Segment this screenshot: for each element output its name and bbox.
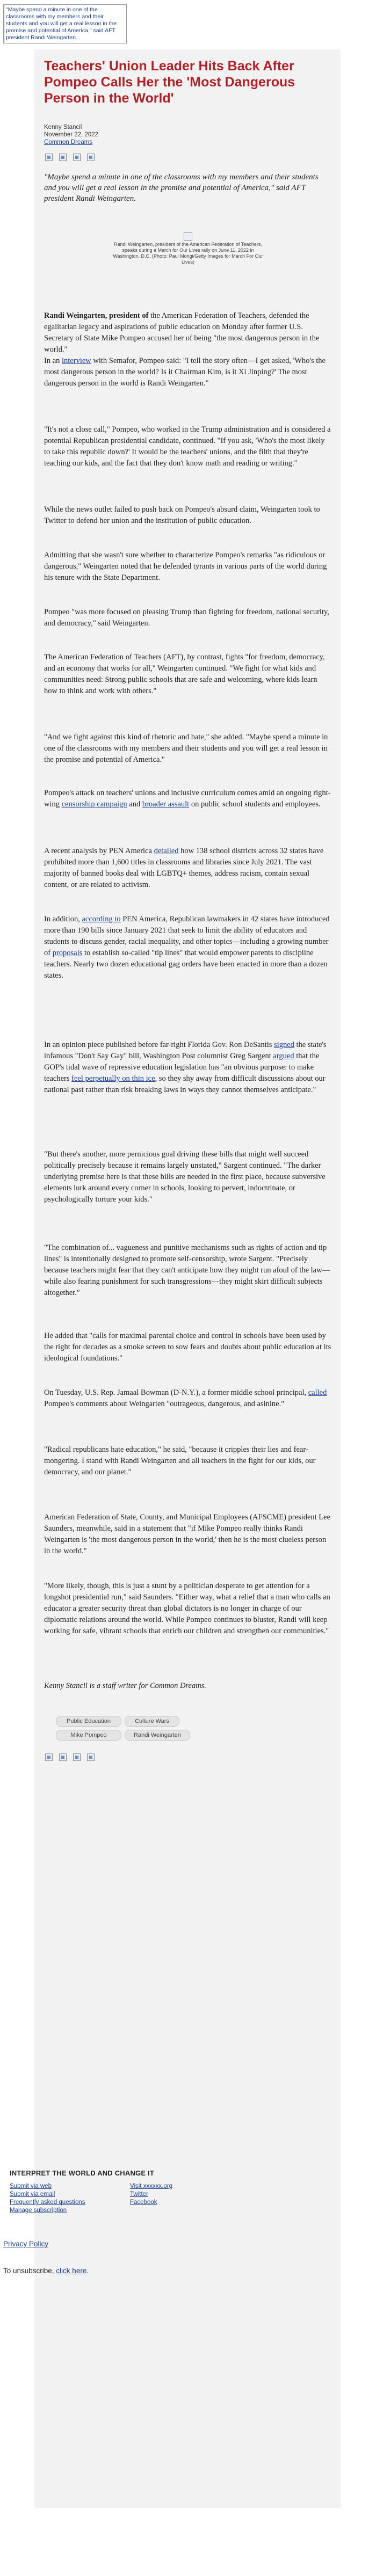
twitter-link[interactable]: Twitter xyxy=(130,2191,148,2197)
interview-link[interactable]: interview xyxy=(62,356,91,365)
footer-columns xyxy=(10,2182,367,2215)
preheader-snippet xyxy=(3,4,127,43)
tag-culture-wars[interactable]: Culture Wars xyxy=(125,1716,179,1727)
figure-caption: Randi Weingarten, president of the American Federation of Teachers, speaks during a March for Our Lives rally on June 11, 2022 in Washington, D.C. (Photo: Paul Morigi/Getty Images for March For Our Lives) xyxy=(113,242,263,265)
reddit-icon[interactable] xyxy=(87,154,95,161)
source-link[interactable]: Common Dreams xyxy=(44,139,93,145)
twitter-icon[interactable] xyxy=(59,154,67,161)
article-paragraph: Admitting that she wasn't sure whether to characterize Pompeo's remarks "as ridiculous or dangerous," Weingarten noted that he defended tyrants in various parts of the world during his tenure with the State Department. xyxy=(44,551,327,582)
facebook-icon[interactable] xyxy=(45,154,53,161)
paragraph-text: on public school students and employees. xyxy=(189,800,321,809)
paragraph-text: and xyxy=(127,800,142,809)
unsubscribe-text: To unsubscribe, xyxy=(3,2267,56,2275)
signed-link[interactable]: signed xyxy=(274,1040,294,1049)
footer-right-column xyxy=(130,2182,243,2215)
article-paragraph: "But there's another, more pernicious goal driving these bills that might well succeed politically precisely because it remains largely unstated," Sargent continued. "The darker underlying premise here is that these bills are needed in the first place, because subversive elements lurk around every corner in schools, looking to pervert, indoctrinate, or psychologically torture your kids." xyxy=(44,1150,326,1204)
faq-link[interactable]: Frequently asked questions xyxy=(10,2199,85,2206)
paragraph-text: On Tuesday, U.S. Rep. Jamaal Bowman (D-N.Y.), a former middle school principal, xyxy=(44,1388,308,1397)
preheader-text: "Maybe spend a minute in one of the classrooms with my members and their students and you will get a real lesson in the promise and potential of America," said AFT president Randi Weingarten. xyxy=(6,6,117,41)
article-headline: Teachers' Union Leader Hits Back After Pompeo Calls Her the 'Most Dangerous Person in the World' xyxy=(44,59,295,106)
footer-motto: INTERPRET THE WORLD AND CHANGE IT xyxy=(10,2169,154,2177)
paragraph-text: In addition, xyxy=(44,915,82,923)
article-paragraph xyxy=(44,788,332,810)
article-paragraph: "Radical republicans hate education," he said, "because it cripples their lies and fear-mongering. I stand with Randi Weingarten and all teachers in the fight for our kids, our democracy, and our planet." xyxy=(44,1445,316,1476)
twitter-icon[interactable] xyxy=(59,1753,67,1761)
article-paragraph: "It's not a close call," Pompeo, who worked in the Trump administration and is considered a potential Republican presidential candidate, continued. "If you ask, 'Who's the most likely to take this republic down?' It would be the teachers' unions, and the filth that they're teaching our kids, and the fact that they don't know math and reading or writing." xyxy=(44,425,331,468)
email-icon[interactable] xyxy=(73,154,81,161)
author-bio: Kenny Stancil is a staff writer for Common Dreams. xyxy=(44,1682,206,1690)
unsubscribe-link[interactable]: click here xyxy=(56,2267,87,2275)
footer-left-column xyxy=(10,2182,122,2215)
paragraph-text: In an opinion piece published before far-right Florida Gov. Ron DeSantis xyxy=(44,1040,274,1049)
article-paragraph xyxy=(44,1387,332,1410)
unsubscribe-line xyxy=(3,2267,89,2275)
paragraph-text: with Semafor, Pompeo said: "I tell the story often—I get asked, 'Who's the most dangerous person in the world? Is it Chairman Kim, is it Xi Jinping?' The most dangerous person in the world is Randi Weingarten." xyxy=(44,356,326,388)
facebook-icon[interactable] xyxy=(45,1753,53,1761)
article-figure xyxy=(112,232,264,265)
newsletter-footer xyxy=(10,2169,367,2215)
paragraph-text: A recent analysis by PEN America xyxy=(44,847,154,855)
article-paragraph xyxy=(44,914,332,981)
article-paragraph: The American Federation of Teachers (AFT), by contrast, fights "for freedom, democracy, and an economy that works for all," Weingarten continued. "We fight for what kids and communities need: Strong public schools that are safe and welcoming, where kids learn how to think and work with others." xyxy=(44,653,325,695)
detailed-link[interactable]: detailed xyxy=(154,847,179,855)
article-paragraph xyxy=(44,846,332,891)
tag-randi-weingarten[interactable]: Randi Weingarten xyxy=(125,1730,190,1741)
paragraph-text: to establish so-called "tip lines" that would empower parents to discipline teachers. Nearly two dozen educational gag orders have been enacted in more than a dozen states. xyxy=(44,949,328,980)
publish-date: November 22, 2022 xyxy=(44,132,99,138)
pull-quote: "Maybe spend a minute in one of the classrooms with my members and their students and you will get a real lesson in the promise and potential of America," said AFT president Randi Weingarten. xyxy=(44,173,319,203)
lead-bold: Randi Weingarten, president of xyxy=(44,311,149,320)
broader-assault-link[interactable]: broader assault xyxy=(142,800,190,809)
paragraph-text: , so they shy away from difficult discussions about our national past rather than risk breaking laws in ways they cannot themselves anticipate." xyxy=(44,1074,326,1094)
paragraph-text: how 138 school districts across 32 states have prohibited more than 1,600 titles in classrooms and libraries since July 2021. The vast majority of banned books deal with LGBTQ+ themes, address racism, contain sexual content, or are related to activism. xyxy=(44,847,324,889)
proposals-link[interactable]: proposals xyxy=(52,949,83,957)
article-paragraph: "The combination of... vagueness and punitive mechanisms such as rights of action and tip lines" is intentionally designed to promote self-censorship, wrote Sargent. "Precisely because teachers might fear that they can't anticipate how they might run afoul of the law—while also fearing punishment for such transgressions—they might skirt difficult subjects altogether." xyxy=(44,1243,330,1297)
paragraph-text: In an xyxy=(44,356,62,365)
according-to-link[interactable]: according to xyxy=(82,915,121,923)
manage-subscription-link[interactable]: Manage subscription xyxy=(10,2207,67,2214)
reddit-icon[interactable] xyxy=(87,1753,95,1761)
thin-ice-link[interactable]: feel perpetually on thin ice xyxy=(71,1074,155,1083)
article-paragraph xyxy=(44,310,332,355)
article-paragraph: While the news outlet failed to push back on Pompeo's absurd claim, Weingarten took to Twitter to defend her union and the institution of public education. xyxy=(44,505,320,525)
paragraph-text: PEN America, Republican lawmakers in 42 states have introduced more than 190 bills since January 2021 that seek to limit the ability of educators and students to discuss gender, racial inequality, and other topics—including a growing number of xyxy=(44,915,330,957)
author-name: Kenny Stancil xyxy=(44,124,82,130)
article-paragraph xyxy=(44,1039,332,1096)
censorship-campaign-link[interactable]: censorship campaign xyxy=(61,800,127,809)
facebook-link[interactable]: Facebook xyxy=(130,2199,157,2206)
article-paragraph: "More likely, though, this is just a stunt by a politician desperate to get attention for a longshot presidential run," said Saunders. "Either way, what a relief that a man who calls an educator a greater security threat than global dictators is no longer in charge of our diplomatic relations around the world. While Pompeo continues to bluster, Randi will keep working for safe, vibrant schools that enrich our children and strengthen our communities." xyxy=(44,1582,330,1635)
footer-share-bar xyxy=(45,1753,95,1761)
preheader-bracket xyxy=(4,5,9,43)
byline xyxy=(44,123,98,146)
submit-email-link[interactable]: Submit via email xyxy=(10,2191,55,2197)
paragraph-text: the American Federation of Teachers, defended the egalitarian legacy and aspirations of public education on Monday after former U.S. Secretary of State Mike Pompeo accused her of being "the most dangerous person in the world." xyxy=(44,311,320,354)
privacy-policy-link[interactable]: Privacy Policy xyxy=(3,2240,49,2248)
share-bar xyxy=(45,154,95,161)
paragraph-text: the state's infamous "Don't Say Gay" bill, Washington Post columnist Greg Sargent xyxy=(44,1040,327,1060)
visit-site-link[interactable]: Visit xxxxxx.org xyxy=(130,2183,173,2189)
tag-mike-pompeo[interactable]: Mike Pompeo xyxy=(56,1730,121,1741)
article-paragraph: He added that "calls for maximal parental choice and control in schools have been used by the right for decades as a smoke screen to sow fears and doubts about public education at its ideological foundations." xyxy=(44,1331,331,1363)
paragraph-text: that the GOP's tidal wave of repressive education legislation has "an obvious purpose: to make teachers xyxy=(44,1052,320,1083)
submit-web-link[interactable]: Submit via web xyxy=(10,2183,52,2189)
paragraph-text: Pompeo's comments about Weingarten "outrageous, dangerous, and asinine." xyxy=(44,1400,285,1408)
paragraph-text: Pompeo's attack on teachers' unions and inclusive curriculum comes amid an ongoing right-wing xyxy=(44,789,331,809)
email-icon[interactable] xyxy=(73,1753,81,1761)
article-paragraph: Pompeo "was more focused on pleasing Trump than fighting for freedom, national security, and democracy," said Weingarten. xyxy=(44,608,329,628)
image-placeholder-icon xyxy=(184,232,192,241)
article-paragraph: "And we fight against this kind of rhetoric and hate," she added. "Maybe spend a minute in one of the classrooms with my members and their students and you will get a real lesson in the promise and potential of America." xyxy=(44,733,328,764)
article-paragraph: American Federation of State, County, and Municipal Employees (AFSCME) president Lee Saunders, meanwhile, said in a statement that "if Mike Pompeo really thinks Randi Weingarten is 'the most dangerous person in the world,' then he is the most clueless person in the world." xyxy=(44,1513,331,1555)
tag-public-education[interactable]: Public Education xyxy=(56,1716,121,1727)
called-link[interactable]: called xyxy=(308,1388,327,1397)
argued-link[interactable]: argued xyxy=(273,1052,294,1060)
unsubscribe-suffix: . xyxy=(86,2267,89,2275)
article-paragraph xyxy=(44,355,332,389)
